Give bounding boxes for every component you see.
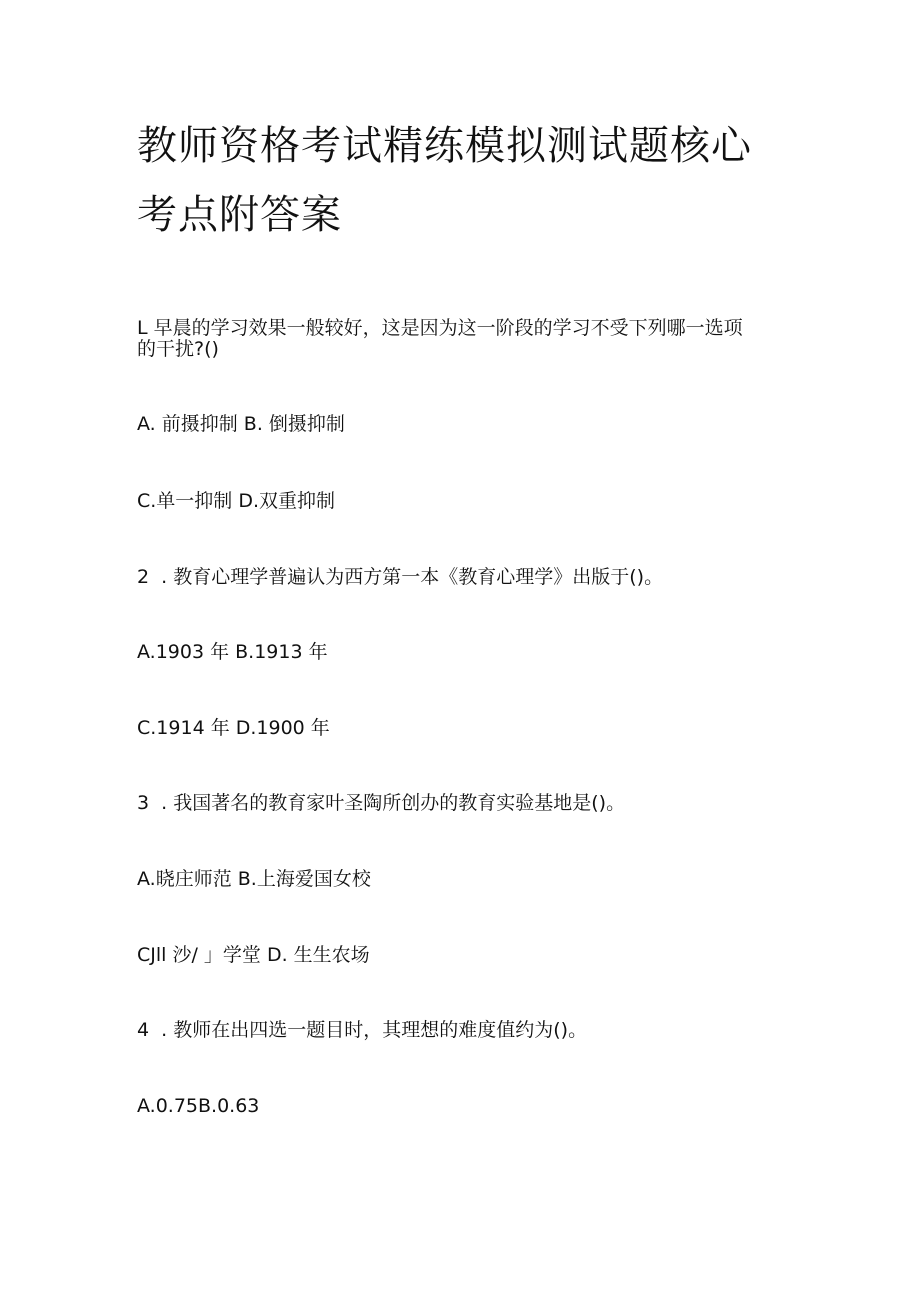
- question-1-text-cont: 的干扰?(): [137, 338, 219, 360]
- question-1-text: L 早晨的学习效果一般较好，这是因为这一阶段的学习不受下列哪一选项: [137, 317, 743, 339]
- question-2-text: 2 . 教育心理学普遍认为西方第一本《教育心理学》出版于()。: [137, 566, 664, 588]
- question-2-options-cd: C.1914 年 D.1900 年: [137, 717, 330, 739]
- question-3-text: 3 . 我国著名的教育家叶圣陶所创办的教育实验基地是()。: [137, 792, 626, 814]
- question-4-text: 4 . 教师在出四选一题目时，其理想的难度值约为()。: [137, 1019, 588, 1041]
- question-4-options-ab: A.0.75B.0.63: [137, 1095, 260, 1117]
- question-2-options-ab: A.1903 年 B.1913 年: [137, 641, 328, 663]
- question-1-options-ab: A. 前摄抑制 B. 倒摄抑制: [137, 413, 345, 435]
- question-1-options-cd: C.单一抑制 D.双重抑制: [137, 490, 336, 512]
- question-3-options-cd: CJll 沙/ 」学堂 D. 生生农场: [137, 944, 370, 966]
- document-title-line-1: 教师资格考试精练模拟测试题核心: [137, 123, 752, 169]
- question-3-options-ab: A.晓庄师范 B.上海爱国女校: [137, 868, 371, 890]
- document-title-line-2: 考点附答案: [137, 192, 342, 238]
